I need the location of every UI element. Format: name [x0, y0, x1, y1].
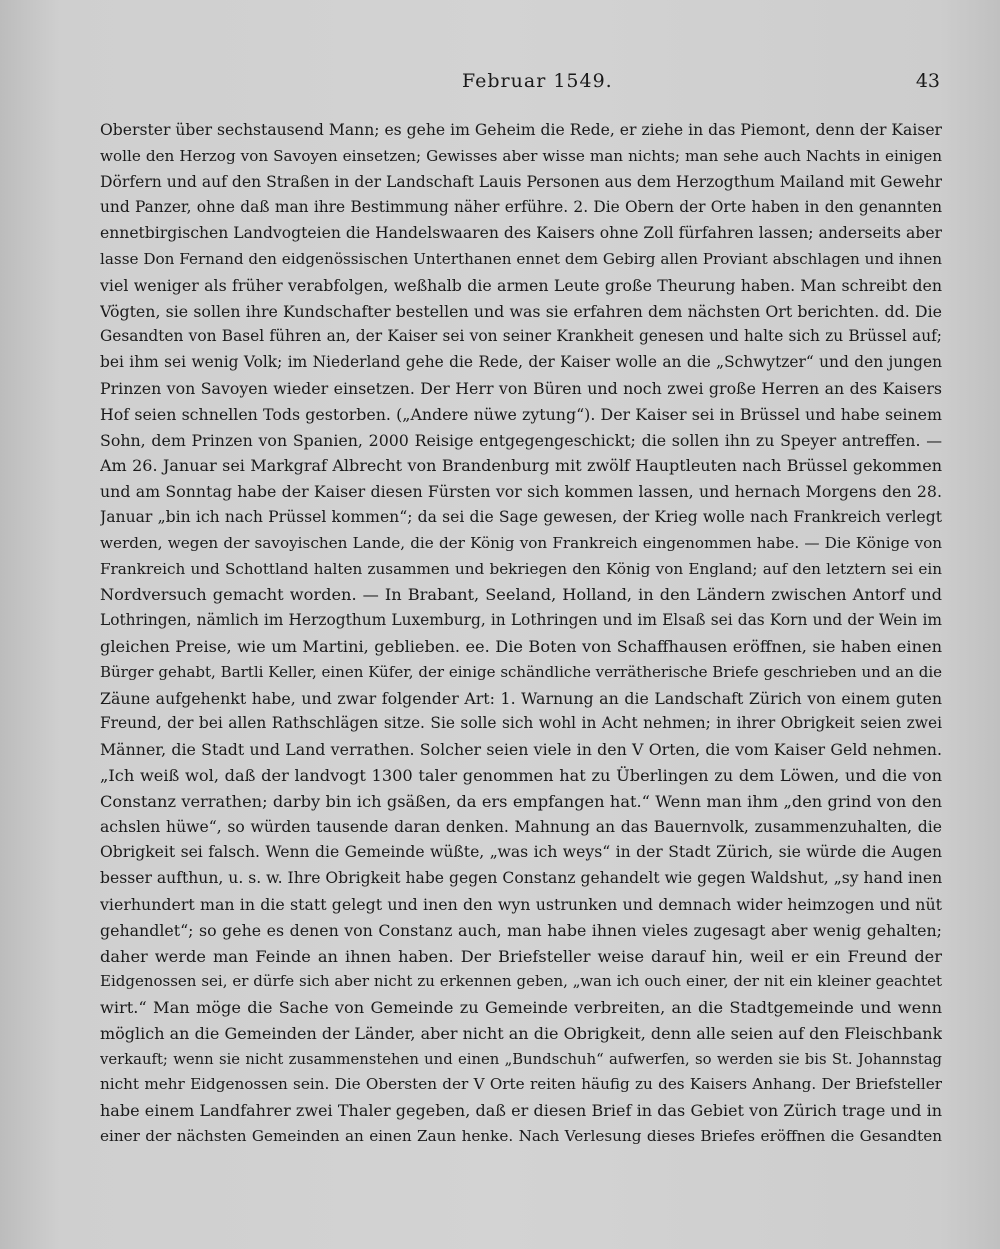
- text-line: Freund, der bei allen Rathschlägen sitze. Sie solle sich wohl in Acht nehmen; in ihrer Obrigkeit seien zwei: [100, 714, 942, 733]
- text-line: Männer, die Stadt und Land verrathen. Solcher seien viele in den V Orten, die vom Kaiser Geld nehmen.: [100, 740, 942, 760]
- text-line: Frankreich und Schottland halten zusammen und bekriegen den König von England; auf den letztern sei ein: [100, 559, 942, 578]
- text-line: Eidgenossen sei, er dürfe sich aber nicht zu erkennen geben, „wan ich ouch einer, der nit ein kleiner geachtet: [100, 972, 942, 991]
- text-line: wolle den Herzog von Savoyen einsetzen; Gewisses aber wisse man nichts; man sehe auch Nachts in einigen: [100, 146, 942, 165]
- text-line: Prinzen von Savoyen wieder einsetzen. Der Herr von Büren und noch zwei große Herren an des Kaisers: [100, 378, 942, 398]
- text-line: verkauft; wenn sie nicht zusammenstehen und einen „Bundschuh“ aufwerfen, so werden sie bis St. Johannstag: [100, 1050, 942, 1068]
- text-line: Am 26. Januar sei Markgraf Albrecht von Brandenburg mit zwölf Hauptleuten nach Brüssel gekommen: [100, 456, 942, 476]
- text-line: bei ihm sei wenig Volk; im Niederland gehe die Rede, der Kaiser wolle an die „Schwytzer“ und den jungen: [100, 353, 942, 372]
- text-line: Oberster über sechstausend Mann; es gehe im Geheim die Rede, er ziehe in das Piemont, denn der Kaiser: [100, 121, 942, 139]
- running-head: Februar 1549.: [462, 70, 613, 92]
- text-line: Nordversuch gemacht worden. — In Brabant, Seeland, Holland, in den Ländern zwischen Antorf und: [100, 585, 942, 605]
- text-line: besser aufthun, u. s. w. Ihre Obrigkeit habe gegen Constanz gehandelt wie gegen Waldshut, „sy hand inen: [100, 869, 942, 888]
- text-line: viel weniger als früher verabfolgen, weßhalb die armen Leute große Theurung haben. Man schreibt den: [100, 275, 942, 295]
- body-text: [100, 118, 942, 1150]
- text-line: lasse Don Fernand den eidgenössischen Unterthanen ennet dem Gebirg allen Proviant abschlagen und ihnen: [100, 249, 942, 268]
- text-line: und Panzer, ohne daß man ihre Bestimmung näher erführe. 2. Die Obern der Orte haben in den genannten: [100, 198, 942, 217]
- text-line: Zäune aufgehenkt habe, und zwar folgender Art: 1. Warnung an die Landschaft Zürich von einem guten: [100, 688, 942, 708]
- text-line: Constanz verrathen; darby bin ich gsäßen, da ers empfangen hat.“ Wenn man ihm „den grind von den: [100, 791, 942, 811]
- text-line: wirt.“ Man möge die Sache von Gemeinde zu Gemeinde verbreiten, an die Stadtgemeinde und wenn: [100, 998, 942, 1018]
- text-line: und am Sonntag habe der Kaiser diesen Fürsten vor sich kommen lassen, und hernach Morgens den 28.: [100, 482, 942, 502]
- text-line: Januar „bin ich nach Prüssel kommen“; da sei die Sage gewesen, der Krieg wolle nach Frankreich verlegt: [100, 507, 942, 526]
- page-number: 43: [915, 70, 940, 92]
- text-line: Bürger gehabt, Bartli Keller, einen Küfer, der einige schändliche verrätherische Briefe geschrieben und an die: [100, 662, 942, 681]
- text-line: gehandlet“; so gehe es denen von Constanz auch, man habe ihnen vieles zugesagt aber wenig gehalten;: [100, 920, 942, 940]
- text-line: Sohn, dem Prinzen von Spanien, 2000 Reisige entgegengeschickt; die sollen ihn zu Speyer antreffen. —: [100, 430, 942, 450]
- text-line: daher werde man Feinde an ihnen haben. Der Briefsteller weise darauf hin, weil er ein Freund der: [100, 946, 942, 966]
- text-line: werden, wegen der savoyischen Lande, die der König von Frankreich eingenommen habe. — Die Könige von: [100, 533, 942, 552]
- text-line: achslen hüwe“, so würden tausende daran denken. Mahnung an das Bauernvolk, zusammenzuhalten, die: [100, 817, 942, 836]
- text-line: Lothringen, nämlich im Herzogthum Luxemburg, in Lothringen und im Elsaß sei das Korn und der Wein im: [100, 611, 942, 630]
- text-line: Hof seien schnellen Tods gestorben. („Andere nüwe zytung“). Der Kaiser sei in Brüssel und habe seinem: [100, 404, 942, 424]
- text-line: gleichen Preise, wie um Martini, geblieben. ee. Die Boten von Schaffhausen eröffnen, sie haben einen: [100, 636, 942, 656]
- text-line: Vögten, sie sollen ihre Kundschafter bestellen und was sie erfahren dem nächsten Ort berichten. dd. Die: [100, 301, 942, 321]
- text-line: „Ich weiß wol, daß der landvogt 1300 taler genommen hat zu Überlingen zu dem Löwen, und die von: [100, 765, 942, 785]
- text-line: ennetbirgischen Landvogteien die Handelswaaren des Kaisers ohne Zoll fürfahren lassen; anderseits aber: [100, 224, 942, 243]
- text-line: Obrigkeit sei falsch. Wenn die Gemeinde wüßte, „was ich weys“ in der Stadt Zürich, sie würde die Augen: [100, 843, 942, 862]
- text-line: Dörfern und auf den Straßen in der Landschaft Lauis Personen aus dem Herzogthum Mailand mit Gewehr: [100, 172, 942, 191]
- text-line: nicht mehr Eidgenossen sein. Die Obersten der V Orte reiten häufig zu des Kaisers Anhang. Der Briefsteller: [100, 1075, 942, 1094]
- text-line: Gesandten von Basel führen an, der Kaiser sei von seiner Krankheit genesen und halte sich zu Brüssel auf;: [100, 327, 942, 346]
- text-line: möglich an die Gemeinden der Länder, aber nicht an die Obrigkeit, denn alle seien auf den Fleischbank: [100, 1023, 942, 1043]
- text-line: habe einem Landfahrer zwei Thaler gegeben, daß er diesen Brief in das Gebiet von Zürich trage und in: [100, 1101, 942, 1121]
- text-line: vierhundert man in die statt gelegt und inen den wyn ustrunken und demnach wider heimzogen und nüt: [100, 894, 942, 914]
- text-line: einer der nächsten Gemeinden an einen Zaun henke. Nach Verlesung dieses Briefes eröffnen die Gesandten: [100, 1127, 942, 1146]
- page-header: [100, 70, 940, 100]
